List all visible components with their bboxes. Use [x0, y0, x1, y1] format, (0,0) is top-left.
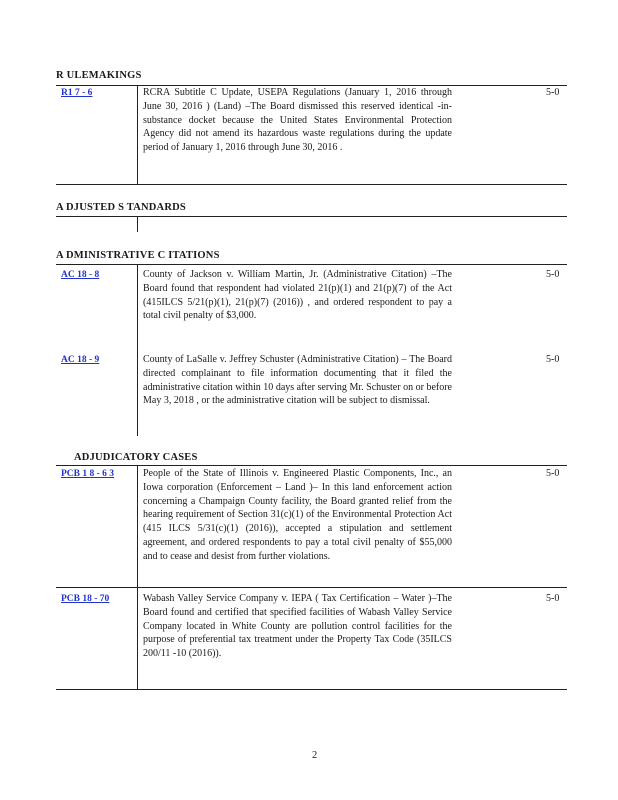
column-divider	[137, 264, 138, 436]
vote-count: 5-0	[546, 593, 560, 604]
case-link-ac18-8[interactable]: AC 18 - 8	[61, 270, 100, 280]
case-link-pcb18-70[interactable]: PCB 18 - 70	[61, 594, 110, 604]
case-description: Wabash Valley Service Company v. IEPA ( Tax Certification – Water )–The Board found and certified that specified facilities of Wabash Valley Service Company located in White County are pollution control facilities for the purpose of preferential tax treatment under the Property Tax Code (35ILCS 200/11 -10 (2016)).	[143, 593, 452, 660]
vote-count: 5-0	[546, 87, 560, 98]
section-rule-top	[56, 264, 567, 265]
vote-count: 5-0	[546, 468, 560, 479]
page-number: 2	[312, 750, 318, 761]
case-link-r17-6[interactable]: R1 7 - 6	[61, 88, 93, 98]
section-rule-top	[56, 465, 567, 466]
section-rule-bottom	[56, 689, 567, 690]
section-heading-adjusted-standards: A DJUSTED S TANDARDS	[56, 202, 186, 213]
section-rule-top	[56, 216, 567, 217]
section-heading-adjudicatory-cases: ADJUDICATORY CASES	[74, 452, 198, 463]
column-divider	[137, 85, 138, 185]
case-description: People of the State of Illinois v. Engineered Plastic Components, Inc., an Iowa corporation (Enforcement – Land )– In this land enforcement action concerning a Champaign County facility, the Board granted relief from the hearing requirement of Section 31(c)(1) of the Environmental Protection Act (415 ILCS 5/31(c)(1) (2016)), accepted a stipulation and settlement agreement, and ordered respondents to pay a total civil penalty of $55,000 and to cease and desist from further violations.	[143, 468, 452, 562]
vote-count: 5-0	[546, 269, 560, 280]
case-description: RCRA Subtitle C Update, USEPA Regulations (January 1, 2016 through June 30, 2016 ) (Land) –The Board dismissed this reserved identical -in-substance docket because the United States Environmental Protection Agency did not amend its hazardous waste regulations during the update period of January 1, 2016 through June 30, 2016 .	[143, 87, 452, 154]
section-heading-administrative-citations: A DMINISTRATIVE C ITATIONS	[56, 250, 220, 261]
column-divider	[137, 465, 138, 689]
case-description: County of LaSalle v. Jeffrey Schuster (Administrative Citation) – The Board directed complainant to file information documenting that it filed the administrative citation within 10 days after serving Mr. Schuster on or before May 3, 2018 , or the administrative citation will be subject to dismissal.	[143, 354, 452, 407]
section-heading-rulemakings: R ULEMAKINGS	[56, 70, 142, 81]
vote-count: 5-0	[546, 354, 560, 365]
entry-separator	[56, 587, 567, 588]
case-description: County of Jackson v. William Martin, Jr. (Administrative Citation) –The Board found that respondent had violated 21(p)(1) and 21(p)(7) of the Act (415ILCS 5/21(p)(1), 21(p)(7) (2016)) , and ordered respondent to pay a total civil penalty of $3,000.	[143, 269, 452, 322]
case-link-ac18-9[interactable]: AC 18 - 9	[61, 355, 100, 365]
section-rule-bottom	[56, 184, 567, 185]
case-link-pcb18-63[interactable]: PCB 1 8 - 6 3	[61, 469, 115, 479]
column-divider	[137, 216, 138, 232]
